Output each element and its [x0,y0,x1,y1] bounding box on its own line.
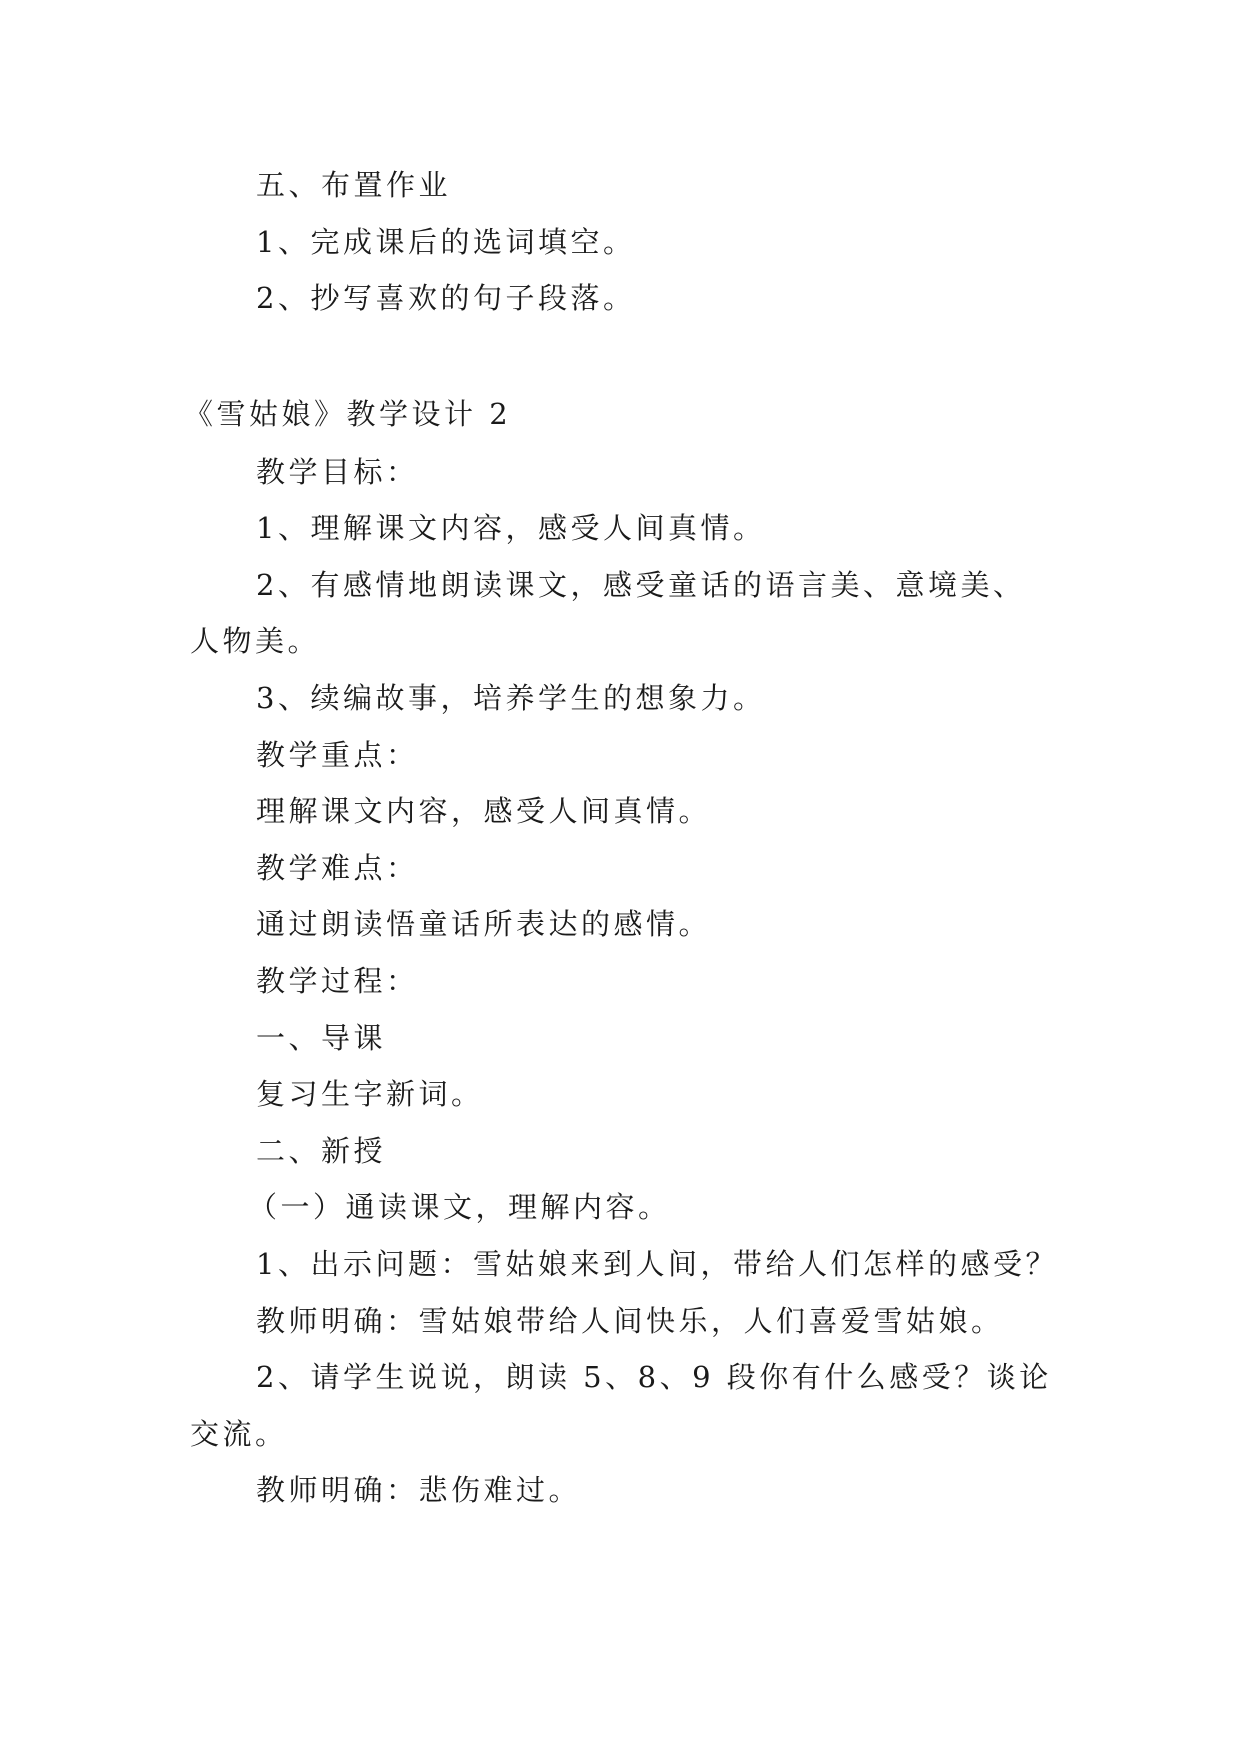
step-content: 复习生字新词。 [256,1077,484,1111]
question-item-continued: 交流。 [190,1417,288,1451]
objective-item-continued: 人物美。 [190,624,321,658]
section-heading: 五、布置作业 [256,168,452,202]
question-item: 1、出示问题：雪姑娘来到人间，带给人们怎样的感受？ [256,1247,1058,1281]
key-point-text: 理解课文内容，感受人间真情。 [256,794,712,828]
document-title: 《雪姑娘》教学设计 2 [184,397,512,431]
homework-item: 1、完成课后的选词填空。 [256,225,636,259]
key-point-label: 教学重点： [256,738,419,772]
objective-item: 3、续编故事，培养学生的想象力。 [256,681,766,715]
sub-step-heading: （一）通读课文，理解内容。 [248,1190,671,1224]
answer-item: 教师明确：雪姑娘带给人间快乐，人们喜爱雪姑娘。 [256,1304,1004,1338]
step-heading: 一、导课 [256,1021,387,1055]
answer-item: 教师明确：悲伤难过。 [256,1473,582,1507]
objective-item: 2、有感情地朗读课文，感受童话的语言美、意境美、 [256,568,1026,602]
question-item: 2、请学生说说，朗读 5、8、9 段你有什么感受？谈论 [256,1360,1052,1394]
step-heading: 二、新授 [256,1134,387,1168]
difficulty-text: 通过朗读悟童话所表达的感情。 [256,907,712,941]
homework-item: 2、抄写喜欢的句子段落。 [256,281,636,315]
objectives-label: 教学目标： [256,455,419,489]
difficulty-label: 教学难点： [256,851,419,885]
process-label: 教学过程： [256,964,419,998]
objective-item: 1、理解课文内容，感受人间真情。 [256,511,766,545]
